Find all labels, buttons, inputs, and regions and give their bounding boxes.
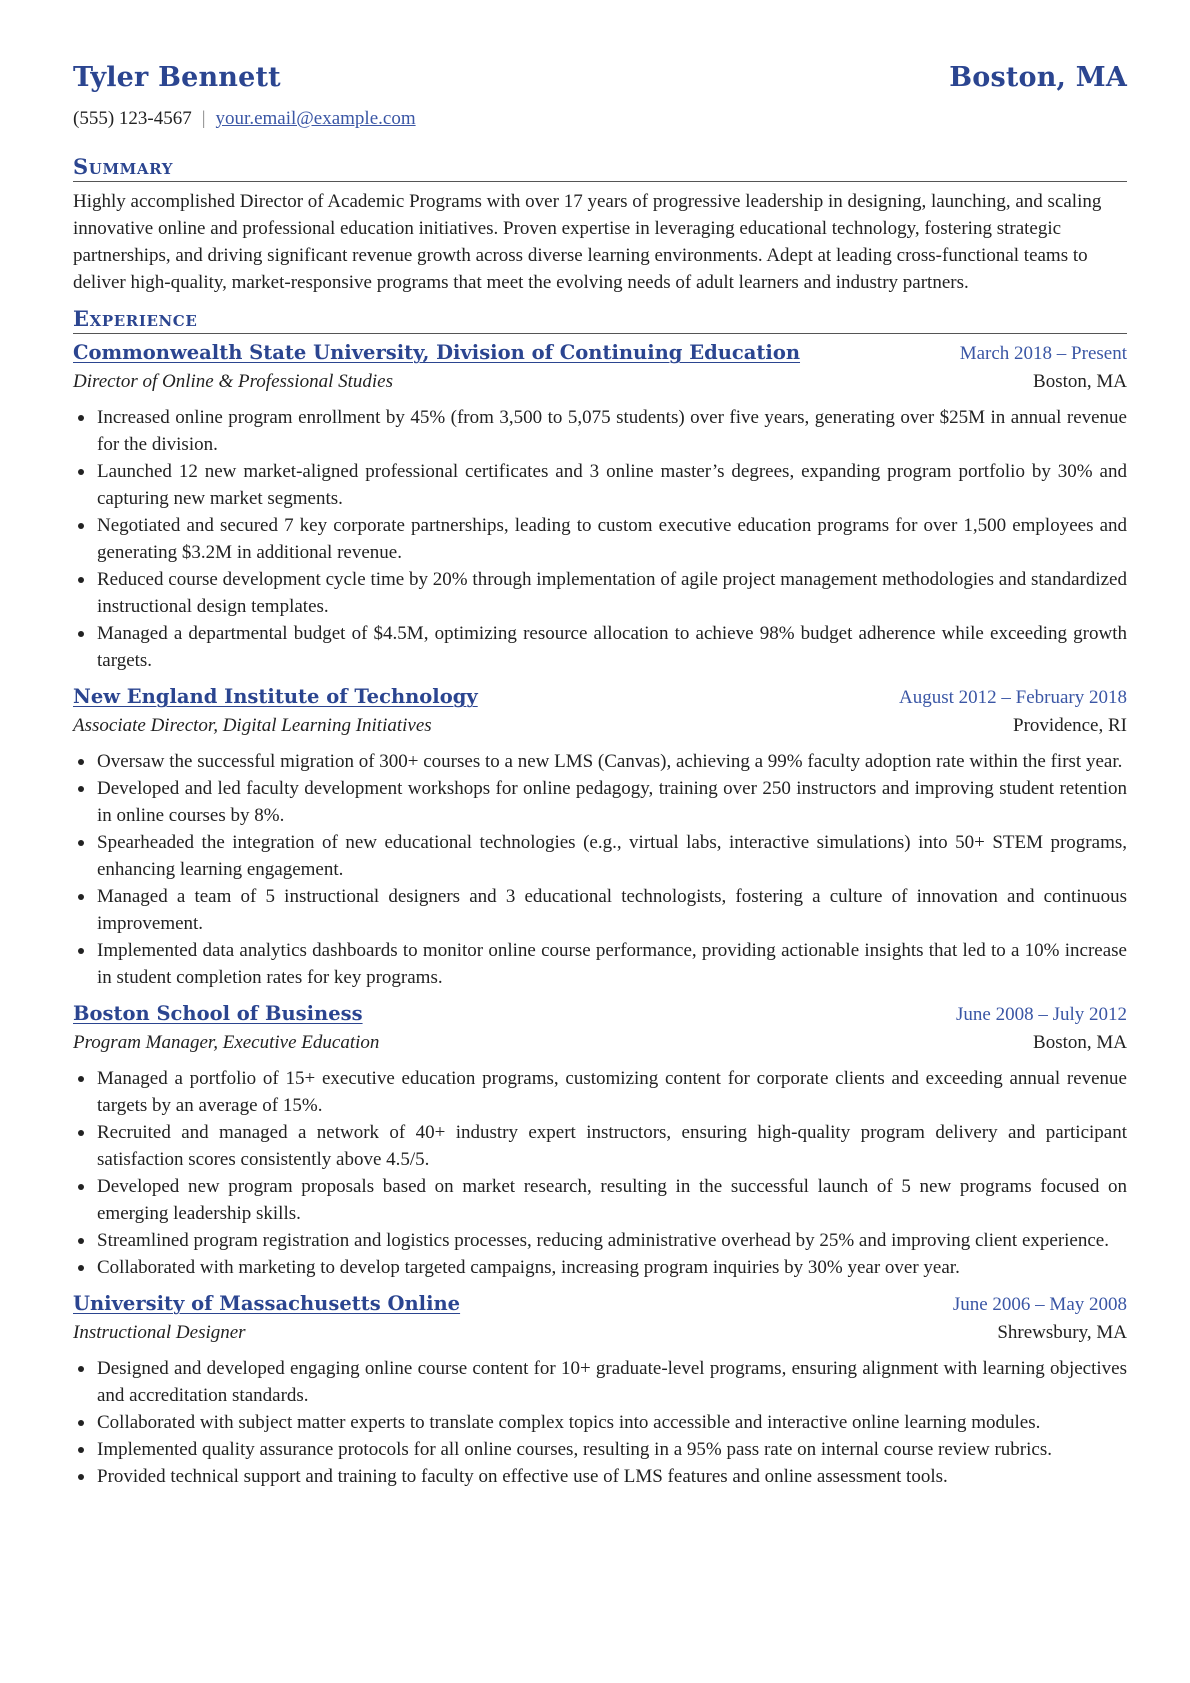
achievement-item [73,1436,1127,1463]
phone-number: (555) 123-4567 [73,108,192,129]
employer-link[interactable]: Boston School of Business [73,1002,363,1025]
experience-entry-subheader [73,368,1127,395]
bullet-icon [78,1130,84,1136]
achievement-item [73,775,1127,829]
bullet-icon [78,894,84,900]
achievement-text: Provided technical support and training to faculty on effective use of LMS features and online assessment tools. [97,1466,948,1487]
experience-entry-header [73,338,1127,368]
achievement-item [73,937,1127,991]
summary-heading: Summary [73,154,1127,182]
achievement-item [73,1173,1127,1227]
bullet-icon [78,1420,84,1426]
achievement-text: Managed a departmental budget of $4.5M, optimizing resource allocation to achieve 98% budget adherence while exceeding growth targets. [97,623,1127,671]
employment-dates: June 2006 – May 2008 [952,1294,1127,1315]
contact-separator: | [201,108,206,129]
achievement-text: Oversaw the successful migration of 300+ courses to a new LMS (Canvas), achieving a 99% faculty adoption rate within the first year. [97,751,1123,772]
job-location: Shrewsbury, MA [997,1322,1127,1343]
achievement-text: Managed a team of 5 instructional designers and 3 educational technologists, fostering a culture of innovation and continuous improvement. [97,886,1127,934]
bullet-icon [78,577,84,583]
experience-entry [73,682,1127,991]
experience-entry-header [73,682,1127,712]
bullet-icon [78,1076,84,1082]
job-title: Associate Director, Digital Learning Initiatives [73,715,432,736]
achievement-list [73,1355,1127,1490]
bullet-icon [78,840,84,846]
experience-entry [73,999,1127,1281]
bullet-icon [78,759,84,765]
achievement-item [73,620,1127,674]
candidate-location: Boston, MA [949,62,1127,93]
achievement-text: Streamlined program registration and logistics processes, reducing administrative overhead by 25% and improving client experience. [97,1230,1109,1251]
achievement-text: Increased online program enrollment by 45% (from 3,500 to 5,075 students) over five years, generating over $25M in annual revenue for the division. [97,407,1127,455]
achievement-item [73,829,1127,883]
employment-dates: June 2008 – July 2012 [956,1004,1127,1025]
resume-page [73,62,1127,1490]
achievement-text: Developed new program proposals based on market research, resulting in the successful launch of 5 new programs focused on emerging leadership skills. [97,1176,1127,1224]
achievement-text: Launched 12 new market-aligned professional certificates and 3 online master’s degrees, expanding program portfolio by 30% and capturing new market segments. [97,461,1127,509]
achievement-text: Negotiated and secured 7 key corporate partnerships, leading to custom executive education programs for over 1,500 employees and generating $3.2M in additional revenue. [97,515,1127,563]
achievement-text: Implemented data analytics dashboards to monitor online course performance, providing actionable insights that led to a 10% increase in student completion rates for key programs. [97,940,1127,988]
achievement-item [73,1355,1127,1409]
achievement-text: Reduced course development cycle time by 20% through implementation of agile project management methodologies and standardized instructional design templates. [97,569,1127,617]
bullet-icon [78,415,84,421]
job-title: Instructional Designer [73,1322,246,1343]
achievement-list [73,748,1127,991]
bullet-icon [78,1366,84,1372]
candidate-name: Tyler Bennett [73,62,281,93]
employment-dates: August 2012 – February 2018 [899,687,1127,708]
achievement-item [73,404,1127,458]
achievement-item [73,1119,1127,1173]
experience-entry-header [73,1289,1127,1319]
achievement-item [73,1227,1127,1254]
achievement-item [73,566,1127,620]
experience-entry-subheader [73,1029,1127,1056]
experience-heading: Experience [73,306,1127,334]
achievement-text: Spearheaded the integration of new educational technologies (e.g., virtual labs, interactive simulations) into 50+ STEM programs, enhancing learning engagement. [97,832,1127,880]
achievement-item [73,1065,1127,1119]
experience-entry [73,338,1127,674]
achievement-text: Recruited and managed a network of 40+ industry expert instructors, ensuring high-quality program delivery and participant satisfaction scores consistently above 4.5/5. [97,1122,1127,1170]
achievement-item [73,512,1127,566]
achievement-item [73,1254,1127,1281]
bullet-icon [78,523,84,529]
achievement-item [73,458,1127,512]
achievement-item [73,1463,1127,1490]
achievement-list [73,1065,1127,1281]
achievement-list [73,404,1127,674]
employment-dates: March 2018 – Present [959,343,1127,364]
contact-line [73,108,1127,136]
job-title: Program Manager, Executive Education [73,1032,380,1053]
experience-list [73,338,1127,1490]
employer-link[interactable]: University of Massachusetts Online [73,1292,461,1315]
resume-header [73,62,1127,104]
bullet-icon [78,948,84,954]
achievement-item [73,748,1127,775]
achievement-text: Collaborated with subject matter experts to translate complex topics into accessible and interactive online learning modules. [97,1412,1041,1433]
experience-entry-header [73,999,1127,1029]
job-location: Providence, RI [1013,715,1127,736]
experience-entry-subheader [73,1319,1127,1346]
achievement-item [73,1409,1127,1436]
achievement-text: Designed and developed engaging online course content for 10+ graduate-level programs, ensuring alignment with learning objectives and accreditation standards. [97,1358,1127,1406]
job-title: Director of Online & Professional Studies [73,371,393,392]
experience-entry-subheader [73,712,1127,739]
job-location: Boston, MA [1033,371,1127,392]
bullet-icon [78,786,84,792]
summary-text: Highly accomplished Director of Academic Programs with over 17 years of progressive leadership in designing, launching, and scaling innovative online and professional education initiatives. Proven expertise in leveraging educational technology, fostering strategic partnerships, and driving significant revenue growth across diverse learning environments. Adept at leading cross-functional teams to deliver high-quality, market-responsive programs that meet the evolving needs of adult learners and industry partners. [73,191,1102,293]
bullet-icon [78,1265,84,1271]
employer-link[interactable]: Commonwealth State University, Division of Continuing Education [73,341,801,364]
employer-link[interactable]: New England Institute of Technology [73,685,478,708]
achievement-text: Collaborated with marketing to develop targeted campaigns, increasing program inquiries by 30% year over year. [97,1257,960,1278]
achievement-text: Managed a portfolio of 15+ executive education programs, customizing content for corporate clients and exceeding annual revenue targets by an average of 15%. [97,1068,1127,1116]
bullet-icon [78,1238,84,1244]
achievement-text: Developed and led faculty development workshops for online pedagogy, training over 250 instructors and improving student retention in online courses by 8%. [97,778,1127,826]
bullet-icon [78,469,84,475]
bullet-icon [78,631,84,637]
bullet-icon [78,1474,84,1480]
achievement-item [73,883,1127,937]
bullet-icon [78,1447,84,1453]
job-location: Boston, MA [1033,1032,1127,1053]
achievement-text: Implemented quality assurance protocols for all online courses, resulting in a 95% pass rate on internal course review rubrics. [97,1439,1052,1460]
email-link[interactable]: your.email@example.com [215,108,416,129]
experience-entry [73,1289,1127,1490]
bullet-icon [78,1184,84,1190]
